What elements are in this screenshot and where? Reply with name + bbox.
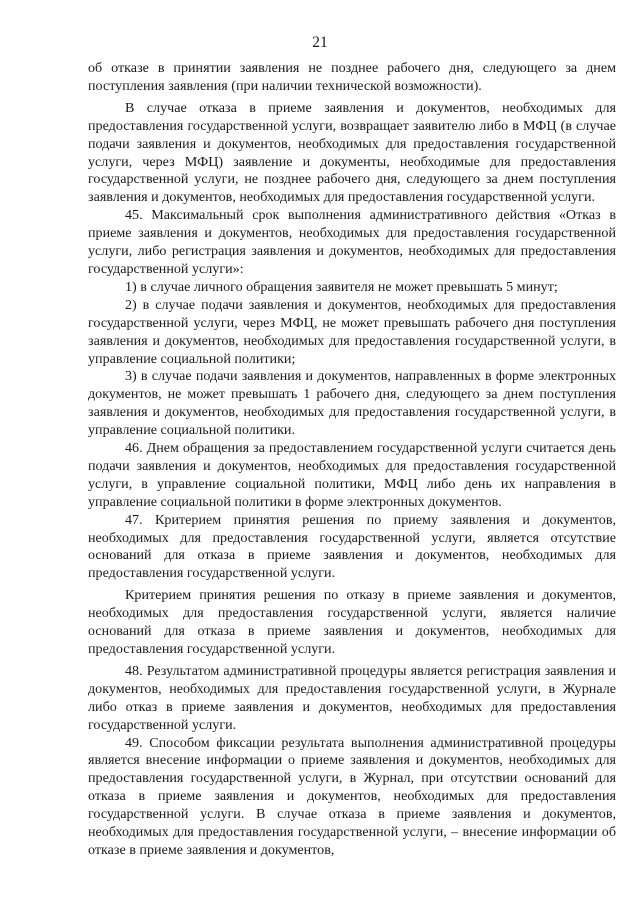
page-number: 21 — [312, 34, 328, 51]
paragraph-continuation: об отказе в принятии заявления не позднее рабочего дня, следующего за днем поступления заявления (при наличии технической возможности). — [88, 60, 616, 94]
paragraph-49: 49. Способом фиксации результата выполнения административной процедуры является внесение информации о приеме заявления и документов, необходимых для предоставления государственной услуги, в Журнал, при отсутствии оснований для отказа в приеме заявления и документов, необходимых для предоставления государственной услуги. В случае отказа в приеме заявления и документов, необходимых для предоставления государственной услуги, – внесение информации об отказе в приеме заявления и документов, — [88, 734, 616, 858]
paragraph-45-item-1: 1) в случае личного обращения заявителя не может превышать 5 минут; — [125, 278, 558, 295]
paragraph-46: 46. Днем обращения за предоставлением государственной услуги считается день подачи заявления и документов, необходимых для предоставления государственной услуги, в управление социальной политики, МФЦ либо день их направления в управление социальной политики в форме электронных документов. — [88, 440, 616, 510]
paragraph-45: 45. Максимальный срок выполнения административного действия «Отказ в приеме заявления и документов, необходимых для предоставления государственной услуги, либо регистрация заявления и документов, необходимых для предоставления государственной услуги»: — [88, 207, 616, 277]
paragraph-45-item-2: 2) в случае подачи заявления и документов, необходимых для предоставления государственной услуги, через МФЦ, не может превышать рабочего дня поступления заявления и документов, необходимых для предоставления государственной услуги, в управление социальной политики; — [88, 296, 616, 367]
paragraph-refusal-return: В случае отказа в приеме заявления и документов, необходимых для предоставления государственной услуги, возвращает заявителю либо в МФЦ (в случае подачи заявления и документов, необходимых для предоставления государственной услуги, через МФЦ) заявление и документы, необходимые для предоставления государственной услуги, не позднее рабочего дня, следующего за днем поступления заявления и документов, необходимых для предоставления государственной услуги. — [88, 99, 616, 206]
paragraph-47-refusal-criterion: Критерием принятия решения по отказу в приеме заявления и документов, необходимых для предоставления государственной услуги, является наличие оснований для отказа в приеме заявления и документов, необходимых для предоставления государственной услуги. — [88, 587, 616, 657]
paragraph-48: 48. Результатом административной процедуры является регистрация заявления и документов, необходимых для предоставления государственной услуги, в Журнале либо отказ в приеме заявления и документов, необходимых для предоставления государственной услуги. — [88, 662, 616, 733]
paragraph-47: 47. Критерием принятия решения по приему заявления и документов, необходимых для предоставления государственной услуги, является отсутствие оснований для отказа в приеме заявления и документов, необходимых для предоставления государственной услуги. — [88, 511, 616, 582]
paragraph-45-item-3: 3) в случае подачи заявления и документов, направленных в форме электронных документов, не может превышать 1 рабочего дня, следующего за днем поступления заявления и документов, необходимых для предоставления государственной услуги, в управление социальной политики. — [88, 368, 616, 439]
document-body — [88, 60, 616, 860]
